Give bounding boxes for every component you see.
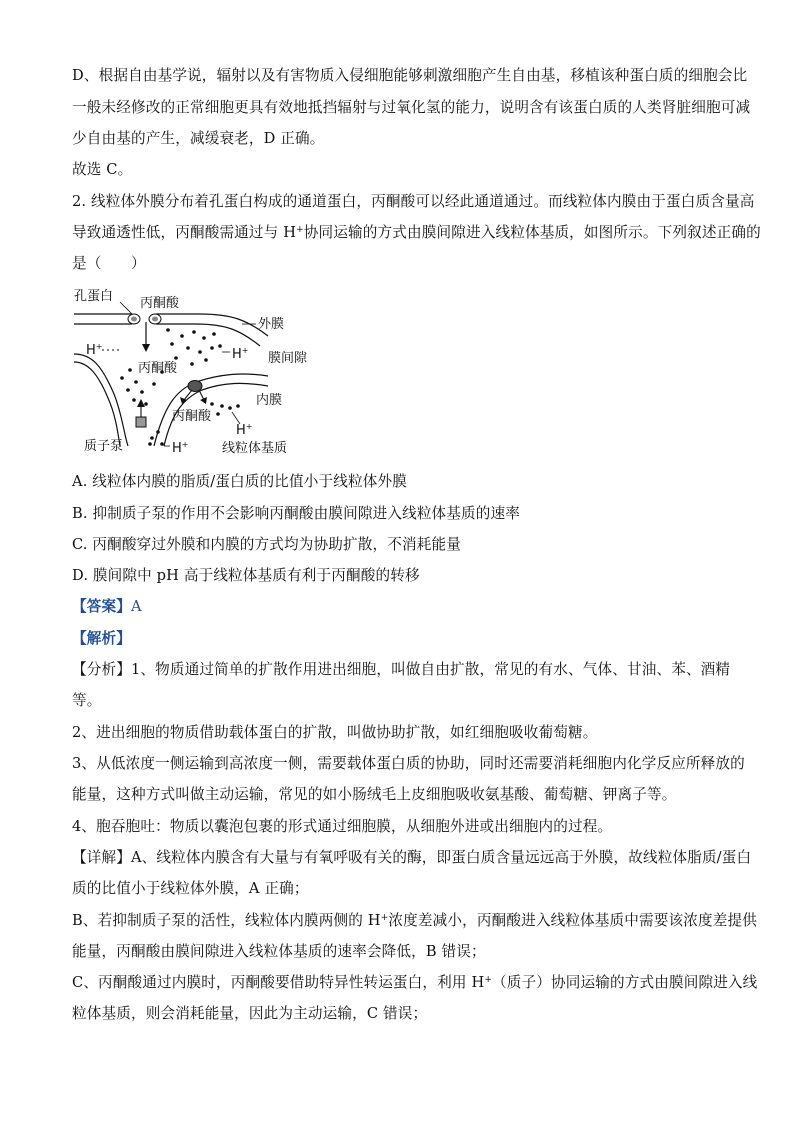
detail-line-a1: 【详解】A、线粒体内膜含有大量与有氧呼吸有关的酶，即蛋白质含量远远高于外膜，故线粒体脂质/蛋白 bbox=[72, 849, 752, 866]
question-2-line-1: 2. 线粒体外膜分布着孔蛋白构成的通道蛋白，丙酮酸可以经此通道通过。而线粒体内膜由于蛋白质含量高 bbox=[72, 193, 755, 210]
answer-line bbox=[72, 597, 142, 617]
transporter-shape bbox=[188, 381, 202, 392]
label-intermembrane-space: 膜间隙 bbox=[268, 351, 308, 366]
label-pyruvate-bottom: 丙酮酸 bbox=[172, 409, 212, 424]
fenxi-line-1b: 等。 bbox=[72, 692, 102, 709]
label-matrix: 线粒体基质 bbox=[222, 441, 288, 456]
superscript-plus: + bbox=[296, 225, 304, 235]
matrix-particles bbox=[210, 402, 240, 416]
detail-line-c1: C、丙酮酸通过内膜时，丙酮酸要借助特异性转运蛋白，利用 H+（质子）协同运输的方式由膜间隙进入线 bbox=[72, 974, 758, 991]
label-inner-membrane: 内膜 bbox=[256, 393, 283, 408]
label-proton-pump: 质子泵 bbox=[84, 439, 124, 454]
label-outer-membrane: 外膜 bbox=[258, 317, 285, 332]
answer-label: 【答案】 bbox=[72, 598, 131, 615]
label-porin: 孔蛋白 bbox=[74, 289, 114, 304]
answer-value: A bbox=[130, 598, 142, 615]
option-d: D. 膜间隙中 pH 高于线粒体基质有利于丙酮酸的转移 bbox=[72, 567, 420, 584]
option-a: A. 线粒体内膜的脂质/蛋白质的比值小于线粒体外膜 bbox=[72, 473, 407, 490]
analysis-heading: 【解析】 bbox=[72, 630, 131, 647]
fenxi-line-1: 【分析】1、物质通过简单的扩散作用进出细胞，叫做自由扩散，常见的有水、气体、甘油、苯、酒精 bbox=[72, 661, 731, 678]
text-line-choose: 故选 C。 bbox=[72, 161, 133, 178]
fenxi-label: 【分析】 bbox=[72, 661, 131, 678]
option-b: B. 抑制质子泵的作用不会影响丙酮酸由膜间隙进入线粒体基质的速率 bbox=[72, 505, 521, 522]
xiangjie-label: 【详解】 bbox=[72, 849, 131, 866]
label-h-left: H+ bbox=[86, 342, 103, 358]
label-h-mid: H+ bbox=[232, 346, 249, 362]
text-line-d-1: D、根据自由基学说，辐射以及有害物质入侵细胞能够刺激细胞产生自由基，移植该种蛋白质的细胞会比 bbox=[72, 67, 748, 84]
fenxi-line-2: 2、进出细胞的物质借助载体蛋白的扩散，叫做协助扩散，如红细胞吸收葡萄糖。 bbox=[72, 724, 598, 741]
fenxi-line-3: 3、从低浓度一侧运输到高浓度一侧，需要载体蛋白质的协助，同时还需要消耗细胞内化学反应所释放的 bbox=[72, 755, 745, 772]
fenxi-line-4: 4、胞吞胞吐：物质以囊泡包裹的形式通过细胞膜，从细胞外进或出细胞内的过程。 bbox=[72, 818, 613, 835]
label-h-bottom: H+ bbox=[172, 440, 189, 456]
detail-line-a2: 质的比值小于线粒体外膜，A 正确； bbox=[72, 880, 309, 897]
question-2-line-2: 导致通透性低，丙酮酸需通过与 H+协同运输的方式由膜间隙进入线粒体基质，如图所示。下列叙述正确的 bbox=[72, 224, 761, 241]
label-h-right: H+ bbox=[236, 422, 253, 438]
question-2-line-3: 是（ ） bbox=[72, 255, 146, 272]
text-line-d-3: 少自由基的产生，减缓衰老，D 正确。 bbox=[72, 130, 325, 147]
mitochondria-diagram bbox=[72, 286, 312, 458]
label-pyruvate-top: 丙酮酸 bbox=[140, 296, 180, 311]
text-line-d-2: 一般未经修改的正常细胞更具有效地抵挡辐射与过氧化氢的能力，说明含有该蛋白质的人类肾脏细胞可减 bbox=[72, 99, 751, 116]
detail-line-b1: B、若抑制质子泵的活性，线粒体内膜两侧的 H+浓度差减小，丙酮酸进入线粒体基质中需要该浓度差提供 bbox=[72, 912, 757, 929]
proton-pump-shape bbox=[136, 417, 146, 427]
label-pyruvate-mid: 丙酮酸 bbox=[138, 361, 178, 376]
detail-line-b2: 能量，丙酮酸由膜间隙进入线粒体基质的速率会降低，B 错误； bbox=[72, 943, 486, 960]
option-c: C. 丙酮酸穿过外膜和内膜的方式均为协助扩散，不消耗能量 bbox=[72, 536, 461, 553]
detail-line-c2: 粒体基质，则会消耗能量，因此为主动运输，C 错误； bbox=[72, 1005, 428, 1022]
fenxi-line-3b: 能量，这种方式叫做主动运输，常见的如小肠绒毛上皮细胞吸收氨基酸、葡萄糖、钾离子等。 bbox=[72, 786, 677, 803]
